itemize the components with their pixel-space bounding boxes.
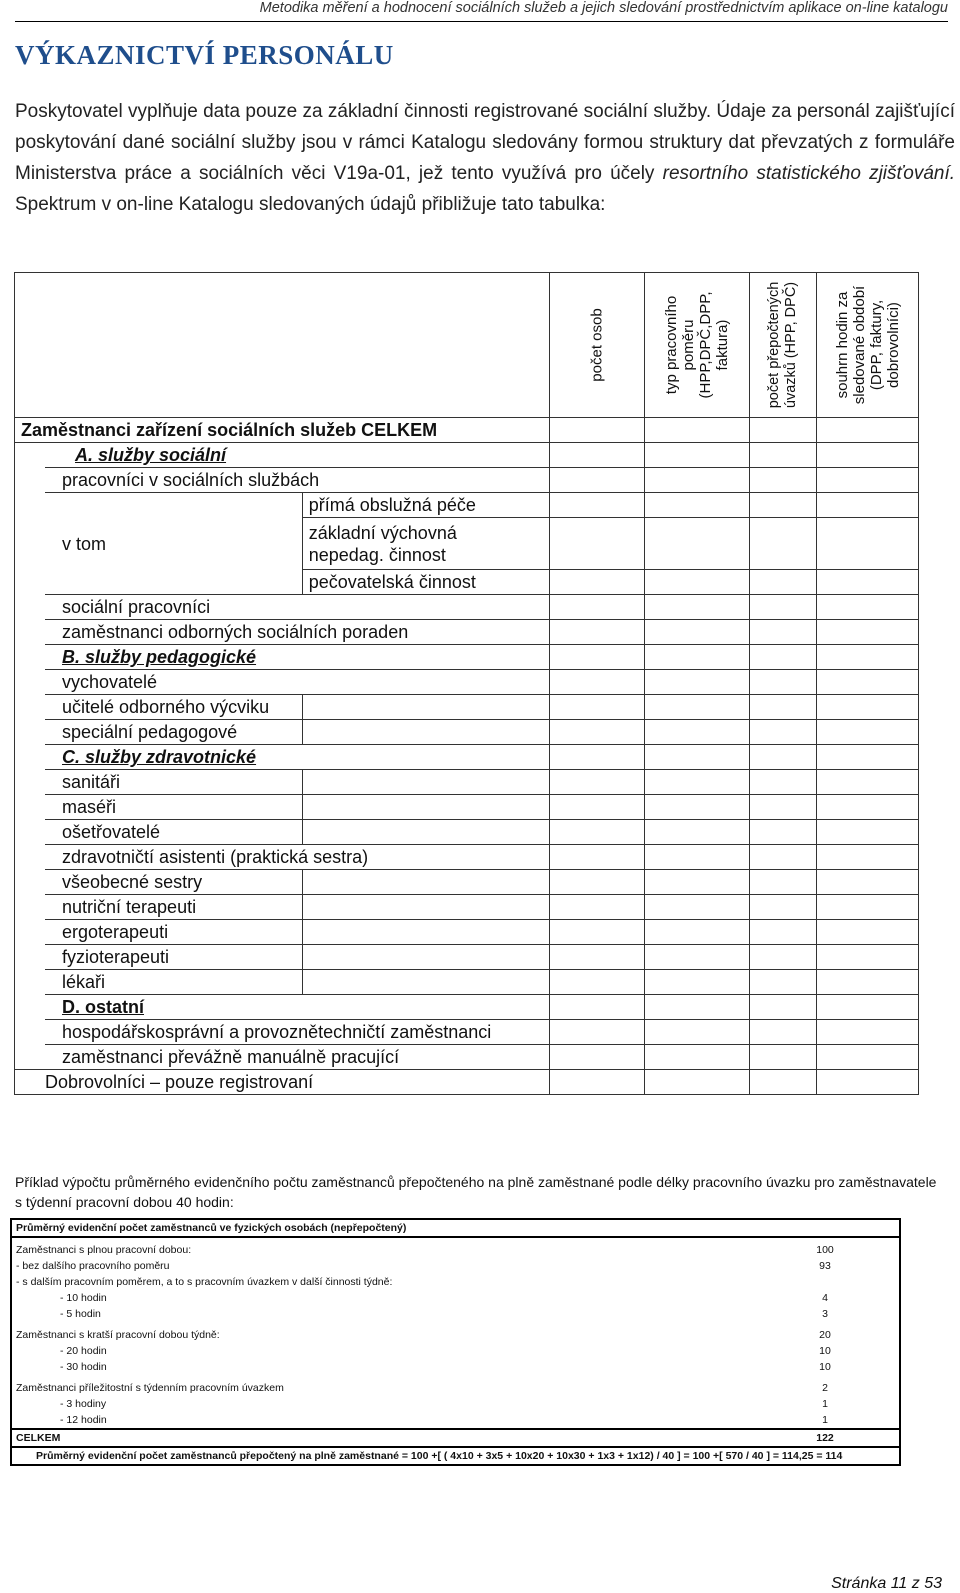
- table-row: [15, 920, 919, 945]
- input-cell[interactable]: [549, 945, 645, 970]
- input-cell[interactable]: [645, 820, 750, 845]
- input-cell[interactable]: [549, 745, 645, 770]
- calc-row-value: [751, 1274, 900, 1290]
- input-cell[interactable]: [645, 1020, 750, 1045]
- table-row: [15, 770, 919, 795]
- calc-total-value: 122: [751, 1429, 900, 1447]
- calc-row-value: 4: [822, 1292, 828, 1304]
- input-cell[interactable]: [549, 443, 645, 468]
- input-cell[interactable]: [750, 468, 817, 493]
- input-cell[interactable]: [549, 720, 645, 745]
- personnel-table: [14, 272, 919, 1095]
- row-label-b2: učitelé odborného výcviku: [45, 695, 302, 720]
- input-cell[interactable]: [817, 745, 919, 770]
- calc-row-label: - 3 hodiny: [60, 1398, 107, 1410]
- row-label-sec-d: D. ostatní: [45, 995, 549, 1020]
- table-row: [15, 895, 919, 920]
- input-cell[interactable]: [750, 945, 817, 970]
- row-label-volunteers: Dobrovolníci – pouze registrovaní: [15, 1070, 550, 1095]
- calc-row-label: - 12 hodin: [60, 1414, 107, 1426]
- input-cell[interactable]: [750, 620, 817, 645]
- calc-row: [11, 1343, 900, 1359]
- input-cell[interactable]: [817, 418, 919, 443]
- calc-total-row: [11, 1429, 900, 1447]
- input-cell[interactable]: [549, 468, 645, 493]
- input-cell[interactable]: [750, 595, 817, 620]
- input-cell[interactable]: [645, 745, 750, 770]
- row-label-a2: sociální pracovníci: [45, 595, 549, 620]
- input-cell[interactable]: [645, 620, 750, 645]
- input-cell[interactable]: [817, 845, 919, 870]
- input-cell[interactable]: [549, 820, 645, 845]
- input-cell[interactable]: [645, 1070, 750, 1095]
- input-cell[interactable]: [549, 920, 645, 945]
- row-label-a3: zaměstnanci odborných sociálních poraden: [45, 620, 549, 645]
- input-cell[interactable]: [645, 1045, 750, 1070]
- calc-row: [11, 1306, 900, 1322]
- calculation-table: [10, 1218, 901, 1466]
- table-row: [15, 595, 919, 620]
- table-row: [15, 443, 919, 468]
- row-label-d2: zaměstnanci převážně manuálně pracující: [45, 1045, 549, 1070]
- calc-formula-row: [11, 1447, 900, 1465]
- input-cell[interactable]: [817, 1020, 919, 1045]
- calc-title-row: [11, 1219, 900, 1237]
- calc-total-label: CELKEM: [11, 1429, 751, 1447]
- input-cell[interactable]: [645, 443, 750, 468]
- calc-row: [11, 1396, 900, 1412]
- input-cell[interactable]: [750, 920, 817, 945]
- calc-row: [11, 1258, 900, 1274]
- row-label-a1-1: přímá obslužná péče: [302, 493, 549, 518]
- calc-row-value: 93: [819, 1260, 831, 1272]
- calc-row-value: 100: [816, 1244, 834, 1256]
- input-cell[interactable]: [645, 845, 750, 870]
- input-cell[interactable]: [750, 845, 817, 870]
- row-label-sec-b: B. služby pedagogické: [45, 645, 549, 670]
- row-label-a1-3: pečovatelská činnost: [302, 570, 549, 595]
- input-cell[interactable]: [645, 920, 750, 945]
- row-label-sec-c: C. služby zdravotnické: [45, 745, 549, 770]
- input-cell[interactable]: [750, 870, 817, 895]
- input-cell[interactable]: [645, 895, 750, 920]
- input-cell[interactable]: [750, 770, 817, 795]
- input-cell[interactable]: [549, 570, 645, 595]
- page-number: Stránka 11 z 53: [831, 1575, 942, 1592]
- input-cell[interactable]: [549, 1045, 645, 1070]
- calc-row-label: - 5 hodin: [60, 1308, 101, 1320]
- header-blank-cell: [15, 273, 550, 418]
- col-header-persons: počet osob: [549, 273, 645, 418]
- input-cell[interactable]: [645, 468, 750, 493]
- col-header-contract-type: typ pracovního poměru (HPP,DPČ,DPP, faktura): [645, 273, 750, 418]
- example-paragraph: Příklad výpočtu průměrného evidenčního počtu zaměstnanců přepočteného na plně zaměstnané podle délky pracovního úvazku pro zaměstnavatele s týdenní pracovní dobou 40 hodin:: [15, 1174, 937, 1210]
- input-cell[interactable]: [549, 595, 645, 620]
- input-cell[interactable]: [549, 895, 645, 920]
- input-cell[interactable]: [645, 970, 750, 995]
- input-cell[interactable]: [750, 645, 817, 670]
- input-cell[interactable]: [817, 645, 919, 670]
- table-row: [15, 745, 919, 770]
- calc-row-label: - s dalším pracovním poměrem, a to s pracovním úvazkem v další činnosti týdně:: [16, 1276, 393, 1288]
- row-label-c9: lékaři: [45, 970, 302, 995]
- input-cell[interactable]: [750, 970, 817, 995]
- input-cell[interactable]: [750, 1045, 817, 1070]
- input-cell[interactable]: [750, 1020, 817, 1045]
- intro-text-2: Spektrum v on-line Katalogu sledovaných údajů přibližuje tato tabulka:: [15, 194, 606, 215]
- calc-row: [11, 1242, 900, 1258]
- table-row: [15, 645, 919, 670]
- table-row: [15, 995, 919, 1020]
- input-cell[interactable]: [817, 443, 919, 468]
- row-label-sec-a: A. služby sociální: [45, 443, 549, 468]
- input-cell[interactable]: [645, 670, 750, 695]
- input-cell[interactable]: [645, 870, 750, 895]
- col-header-fte: počet přepočtených úvazků (HPP, DPČ): [750, 273, 817, 418]
- input-cell[interactable]: [549, 493, 645, 518]
- row-label-c1: sanitáři: [45, 770, 302, 795]
- input-cell[interactable]: [645, 518, 750, 570]
- input-cell[interactable]: [549, 995, 645, 1020]
- calc-row: [11, 1290, 900, 1306]
- header-divider: [15, 21, 948, 22]
- table-row: [15, 820, 919, 845]
- input-cell[interactable]: [750, 443, 817, 468]
- row-label-v-tom: v tom: [45, 493, 302, 595]
- input-cell[interactable]: [817, 720, 919, 745]
- input-cell[interactable]: [549, 1020, 645, 1045]
- input-cell[interactable]: [750, 820, 817, 845]
- running-header: Metodika měření a hodnocení sociálních služeb a jejich sledování prostřednictvím aplikace on-line katalogu: [259, 0, 948, 16]
- calc-row: [11, 1274, 900, 1290]
- input-cell[interactable]: [645, 720, 750, 745]
- row-label-a1-2: základní výchovná nepedag. činnost: [302, 518, 549, 570]
- input-cell[interactable]: [817, 920, 919, 945]
- row-label-c4: zdravotničtí asistenti (praktická sestra): [45, 845, 549, 870]
- input-cell[interactable]: [750, 995, 817, 1020]
- table-row: [15, 870, 919, 895]
- input-cell[interactable]: [817, 895, 919, 920]
- calc-row-label: Zaměstnanci s kratší pracovní dobou týdně:: [16, 1329, 220, 1341]
- table-row: [15, 970, 919, 995]
- input-cell[interactable]: [645, 795, 750, 820]
- table-row: [15, 670, 919, 695]
- input-cell[interactable]: [817, 820, 919, 845]
- input-cell[interactable]: [817, 493, 919, 518]
- calc-formula: Průměrný evidenční počet zaměstnanců přepočtený na plně zaměstnané = 100 +[ ( 4x10 + 3x5 + 10x20 + 10x30 + 1x3 + 1x12) / 40 ] = 100 +[ 570 / 40 ] = 114,25 = 114: [11, 1447, 900, 1465]
- input-cell[interactable]: [750, 745, 817, 770]
- row-label-a1: pracovníci v sociálních službách: [45, 468, 549, 493]
- calc-row-value: 1: [822, 1398, 828, 1410]
- table-row: [15, 1045, 919, 1070]
- calc-row-value: 1: [822, 1414, 828, 1426]
- input-cell[interactable]: [817, 595, 919, 620]
- input-cell[interactable]: [750, 493, 817, 518]
- calc-row-value: 20: [819, 1329, 831, 1341]
- input-cell[interactable]: [645, 645, 750, 670]
- calc-title: Průměrný evidenční počet zaměstnanců ve fyzických osobách (nepřepočtený): [11, 1219, 900, 1237]
- row-label-c7: ergoterapeuti: [45, 920, 302, 945]
- row-label-c5: všeobecné sestry: [45, 870, 302, 895]
- table-row: [15, 720, 919, 745]
- input-cell[interactable]: [549, 518, 645, 570]
- input-cell[interactable]: [817, 695, 919, 720]
- input-cell[interactable]: [817, 870, 919, 895]
- calc-row: [11, 1412, 900, 1429]
- calc-row-label: - 30 hodin: [60, 1361, 107, 1373]
- input-cell[interactable]: [817, 995, 919, 1020]
- section-title: VÝKAZNICTVÍ PERSONÁLU: [15, 40, 394, 70]
- table-row: [15, 493, 919, 518]
- input-cell[interactable]: [750, 418, 817, 443]
- input-cell[interactable]: [750, 795, 817, 820]
- table-row: [15, 1020, 919, 1045]
- table-row: [15, 620, 919, 645]
- calc-row-label: Zaměstnanci s plnou pracovní dobou:: [16, 1244, 192, 1256]
- row-label-b1: vychovatelé: [45, 670, 549, 695]
- col-header-hours: souhrn hodin za sledované období (DPP, faktury, dobrovolníci): [817, 273, 919, 418]
- calc-row: [11, 1359, 900, 1375]
- input-cell[interactable]: [817, 1045, 919, 1070]
- input-cell[interactable]: [549, 795, 645, 820]
- input-cell[interactable]: [645, 695, 750, 720]
- table-row: [15, 1070, 919, 1095]
- input-cell[interactable]: [549, 418, 645, 443]
- input-cell[interactable]: [750, 720, 817, 745]
- intro-text-1: Poskytovatel vyplňuje data pouze za základní činnosti registrované sociální služby. Údaje za personál zajišťující poskytování dané sociální služby jsou v rámci Katalogu sledovány formou struktury dat převzatých z formuláře Ministerstva práce a sociálních věci V19a-01, jež tento využívá pro účely: [15, 101, 955, 184]
- input-cell[interactable]: [549, 845, 645, 870]
- input-cell[interactable]: [750, 570, 817, 595]
- table-header-row: [15, 273, 919, 418]
- calc-row: [11, 1375, 900, 1396]
- row-label-c8: fyzioterapeuti: [45, 945, 302, 970]
- input-cell[interactable]: [645, 493, 750, 518]
- input-cell[interactable]: [817, 670, 919, 695]
- input-cell[interactable]: [549, 770, 645, 795]
- input-cell[interactable]: [750, 895, 817, 920]
- input-cell[interactable]: [549, 670, 645, 695]
- calc-row-value: 3: [822, 1308, 828, 1320]
- calc-row-value: 10: [819, 1345, 831, 1357]
- row-label-total: Zaměstnanci zařízení sociálních služeb CELKEM: [15, 418, 550, 443]
- calc-row: [11, 1322, 900, 1343]
- input-cell[interactable]: [750, 1070, 817, 1095]
- input-cell[interactable]: [817, 1070, 919, 1095]
- row-label-c2: maséři: [45, 795, 302, 820]
- input-cell[interactable]: [645, 418, 750, 443]
- calc-row-label: - bez dalšího pracovního poměru: [16, 1260, 170, 1272]
- input-cell[interactable]: [645, 595, 750, 620]
- calc-row-label: - 10 hodin: [60, 1292, 107, 1304]
- intro-text-italic: resortního statistického zjišťování.: [662, 163, 956, 184]
- input-cell[interactable]: [817, 570, 919, 595]
- input-cell[interactable]: [817, 795, 919, 820]
- input-cell[interactable]: [817, 945, 919, 970]
- intro-paragraph: [15, 96, 955, 220]
- row-label-b3: speciální pedagogové: [45, 720, 302, 745]
- row-label-c3: ošetřovatelé: [45, 820, 302, 845]
- input-cell[interactable]: [817, 518, 919, 570]
- input-cell[interactable]: [549, 970, 645, 995]
- table-row: [15, 418, 919, 443]
- input-cell[interactable]: [549, 870, 645, 895]
- row-label-c6: nutriční terapeuti: [45, 895, 302, 920]
- input-cell[interactable]: [817, 770, 919, 795]
- input-cell[interactable]: [645, 945, 750, 970]
- table-row: [15, 695, 919, 720]
- calc-row-value: 10: [819, 1361, 831, 1373]
- input-cell[interactable]: [750, 670, 817, 695]
- input-cell[interactable]: [750, 695, 817, 720]
- input-cell[interactable]: [645, 570, 750, 595]
- calc-row-value: 2: [822, 1382, 828, 1394]
- input-cell[interactable]: [750, 518, 817, 570]
- calc-row-label: Zaměstnanci příležitostní s týdenním pracovním úvazkem: [16, 1382, 284, 1394]
- table-row: [15, 845, 919, 870]
- table-row: [15, 468, 919, 493]
- calc-row-label: - 20 hodin: [60, 1345, 107, 1357]
- input-cell[interactable]: [549, 620, 645, 645]
- input-cell[interactable]: [817, 620, 919, 645]
- table-row: [15, 795, 919, 820]
- table-row: [15, 945, 919, 970]
- input-cell[interactable]: [817, 970, 919, 995]
- input-cell[interactable]: [645, 995, 750, 1020]
- input-cell[interactable]: [645, 770, 750, 795]
- input-cell[interactable]: [549, 645, 645, 670]
- input-cell[interactable]: [817, 468, 919, 493]
- input-cell[interactable]: [549, 695, 645, 720]
- input-cell[interactable]: [549, 1070, 645, 1095]
- row-label-d1: hospodářskosprávní a provoznětechničtí zaměstnanci: [45, 1020, 549, 1045]
